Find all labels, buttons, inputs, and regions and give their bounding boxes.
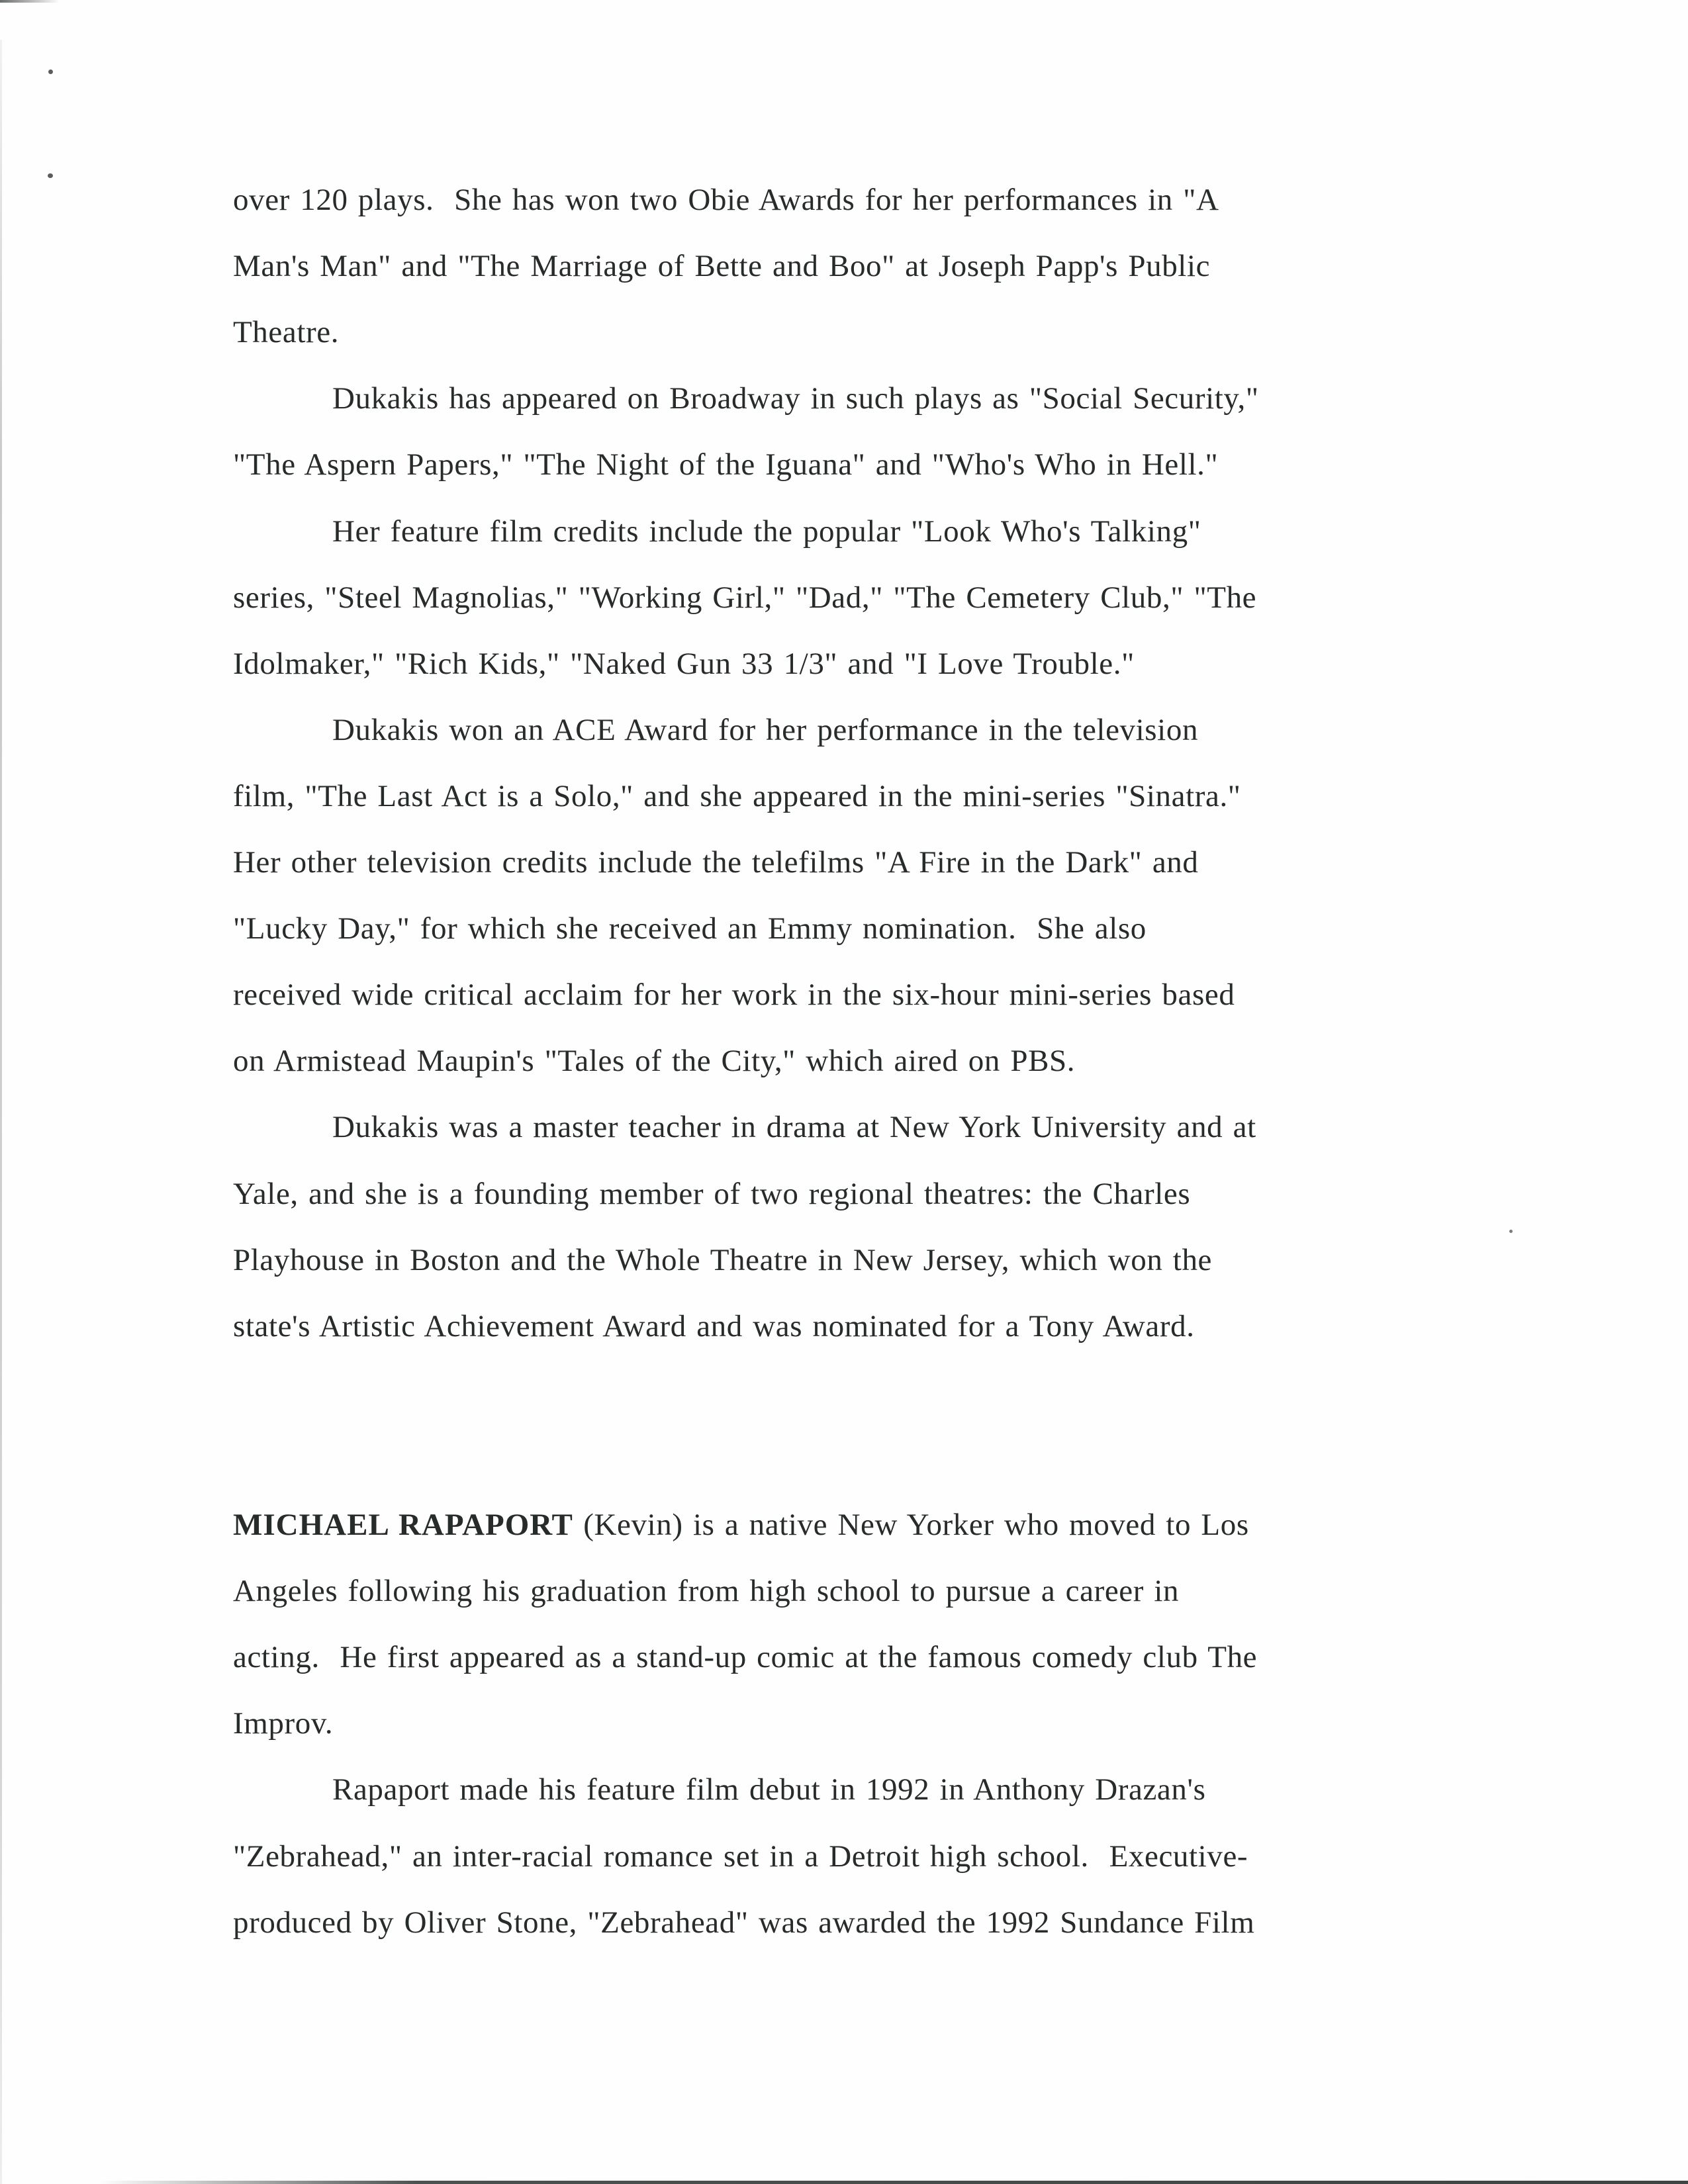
text-line: film, "The Last Act is a Solo," and she appeared in the mini-series "Sinatra." (233, 778, 1241, 813)
scan-edge-top (0, 0, 60, 3)
text-line-rest: (Kevin) is a native New Yorker who moved to Los (573, 1508, 1249, 1542)
text-line: Improv. (233, 1706, 334, 1741)
text-line: acting. He first appeared as a stand-up comic at the famous comedy club The (233, 1640, 1258, 1675)
text-line: Man's Man" and "The Marriage of Bette and Boo" at Joseph Papp's Public (233, 249, 1211, 284)
punch-hole-mark (48, 173, 53, 178)
text-line: over 120 plays. She has won two Obie Awards for her performances in "A (233, 183, 1219, 217)
text-line: Dukakis was a master teacher in drama at New York University and at (332, 1110, 1256, 1145)
punch-hole-mark (48, 69, 53, 74)
text-line: produced by Oliver Stone, "Zebrahead" was awarded the 1992 Sundance Film (233, 1905, 1255, 1940)
text-line: on Armistead Maupin's "Tales of the City," which aired on PBS. (233, 1044, 1076, 1079)
actor-name-heading: MICHAEL RAPAPORT (233, 1508, 573, 1542)
text-line: Rapaport made his feature film debut in 1992 in Anthony Drazan's (332, 1772, 1206, 1807)
text-line: Her feature film credits include the popular "Look Who's Talking" (332, 514, 1201, 549)
text-line: received wide critical acclaim for her work in the six-hour mini-series based (233, 978, 1235, 1013)
text-line: state's Artistic Achievement Award and was nominated for a Tony Award. (233, 1308, 1195, 1343)
text-line: "Lucky Day," for which she received an Emmy nomination. She also (233, 911, 1147, 946)
text-line: "Zebrahead," an inter-racial romance set in a Detroit high school. Executive- (233, 1839, 1248, 1874)
text-line: Dukakis has appeared on Broadway in such plays as "Social Security," (332, 381, 1259, 416)
text-line: Playhouse in Boston and the Whole Theatre in New Jersey, which won the (233, 1242, 1213, 1277)
text-line: Theatre. (233, 315, 340, 350)
text-line: "The Aspern Papers," "The Night of the Iguana" and "Who's Who in Hell." (233, 447, 1219, 482)
text-line: Yale, and she is a founding member of two regional theatres: the Charles (233, 1176, 1191, 1211)
text-line: series, "Steel Magnolias," "Working Girl," "Dad," "The Cemetery Club," "The (233, 580, 1257, 615)
scan-speck (1509, 1230, 1513, 1233)
text-line (233, 1510, 1249, 1541)
scan-edge-left (0, 40, 2, 2184)
text-line: Her other television credits include the telefilms "A Fire in the Dark" and (233, 845, 1199, 880)
text-line: Angeles following his graduation from high school to pursue a career in (233, 1574, 1180, 1609)
text-line: Idolmaker," "Rich Kids," "Naked Gun 33 1/3" and "I Love Trouble." (233, 646, 1135, 681)
scan-edge-bottom (99, 2181, 1688, 2184)
text-line: Dukakis won an ACE Award for her performance in the television (332, 712, 1199, 747)
